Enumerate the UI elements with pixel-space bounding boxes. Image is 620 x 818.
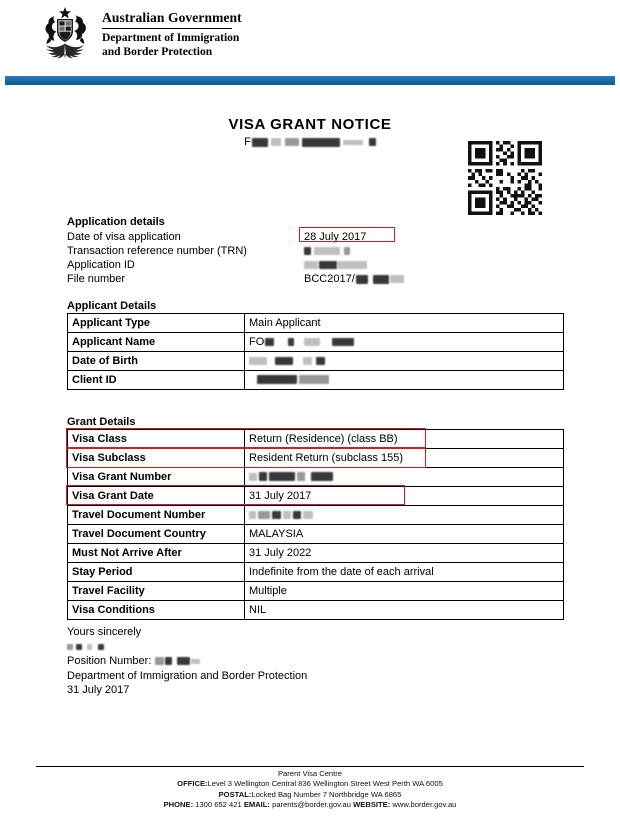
row-value: 31 July 2017 <box>245 487 564 506</box>
redaction-mark <box>98 644 104 650</box>
signoff-block <box>67 625 307 698</box>
table-row <box>68 544 564 563</box>
footer-office-line <box>0 779 620 789</box>
row-label: Visa Subclass <box>68 449 245 468</box>
redaction-mark <box>191 659 200 664</box>
redaction-mark <box>369 138 376 146</box>
australian-coat-of-arms-icon <box>36 6 94 60</box>
footer-email-label: EMAIL: <box>243 800 270 810</box>
brand-bar <box>5 76 615 85</box>
redaction-mark <box>257 375 297 384</box>
footer-phone-value: 1300 652 421 <box>195 800 242 810</box>
redaction-mark <box>283 511 291 519</box>
signoff-position <box>67 654 307 669</box>
redaction-mark <box>390 275 404 283</box>
application-details-heading: Application details <box>67 216 165 228</box>
table-row <box>68 582 564 601</box>
row-value: Indefinite from the date of each arrival <box>245 563 564 582</box>
redaction-mark <box>285 138 299 146</box>
position-number-label: Position Number: <box>67 655 152 667</box>
row-value: 31 July 2022 <box>245 544 564 563</box>
redaction-mark <box>303 511 313 519</box>
row-value: MALAYSIA <box>245 525 564 544</box>
footer-office-value: Level 3 Wellington Central 836 Wellington Street West Perth WA 6005 <box>207 779 443 789</box>
table-row <box>68 333 564 352</box>
redaction-mark <box>258 511 270 519</box>
row-label: Travel Document Country <box>68 525 245 544</box>
redaction-mark <box>344 247 350 255</box>
applicant-name-prefix: FO <box>249 335 265 348</box>
row-value-redacted <box>245 371 564 390</box>
row-value-redacted <box>245 352 564 371</box>
redaction-mark <box>311 472 333 481</box>
row-label: Travel Facility <box>68 582 245 601</box>
row-label: Travel Document Number <box>68 506 245 525</box>
redaction-mark <box>67 644 73 650</box>
government-title: Australian Government <box>102 10 242 25</box>
detail-label: File number <box>67 273 126 285</box>
redaction-mark <box>269 472 295 481</box>
redaction-mark <box>288 338 294 346</box>
redaction-mark <box>373 275 389 284</box>
redaction-mark <box>252 138 268 147</box>
grant-details-heading: Grant Details <box>67 416 136 428</box>
footer-postal-label: POSTAL: <box>218 789 252 799</box>
detail-label: Application ID <box>67 259 135 271</box>
row-value-redacted <box>245 468 564 487</box>
footer-email-value[interactable]: parents@border.gov.au <box>272 800 352 810</box>
redaction-mark <box>249 511 256 519</box>
application-detail-row <box>67 272 487 286</box>
qr-code-icon <box>468 141 542 215</box>
footer-website-value[interactable]: www.border.gov.au <box>392 800 457 810</box>
table-row <box>68 525 564 544</box>
application-detail-row <box>67 244 487 258</box>
footer <box>0 769 620 811</box>
row-label: Visa Conditions <box>68 601 245 620</box>
application-detail-row <box>67 258 487 272</box>
row-value-redacted <box>245 333 564 352</box>
detail-value-redacted <box>304 272 404 286</box>
table-row <box>68 371 564 390</box>
applicant-details-table <box>67 313 564 390</box>
redaction-mark <box>304 247 311 255</box>
row-value: NIL <box>245 601 564 620</box>
redaction-mark <box>302 138 340 147</box>
redaction-mark <box>265 338 274 346</box>
masthead-divider <box>102 28 232 29</box>
table-row <box>68 506 564 525</box>
redaction-mark <box>343 140 363 145</box>
row-label: Applicant Name <box>68 333 245 352</box>
redaction-mark <box>259 472 267 481</box>
redaction-mark <box>316 357 325 365</box>
footer-office-label: OFFICE: <box>177 779 208 789</box>
row-label: Visa Grant Number <box>68 468 245 487</box>
footer-phone-label: PHONE: <box>163 800 194 810</box>
masthead <box>36 6 242 60</box>
applicant-details-heading: Applicant Details <box>67 300 157 312</box>
detail-value: 28 July 2017 <box>304 231 367 243</box>
table-row <box>68 563 564 582</box>
footer-postal-line <box>0 790 620 800</box>
row-value-redacted <box>245 506 564 525</box>
row-label: Visa Class <box>68 430 245 449</box>
footer-centre-name: Parent Visa Centre <box>277 769 343 778</box>
redaction-mark <box>303 357 312 365</box>
redaction-mark <box>155 657 164 665</box>
signoff-date: 31 July 2017 <box>67 684 130 696</box>
redaction-mark <box>299 375 329 384</box>
redaction-mark <box>87 644 92 650</box>
redaction-mark <box>314 247 340 255</box>
row-label: Applicant Type <box>68 314 245 333</box>
redaction-mark <box>165 657 172 665</box>
application-details-list <box>67 230 487 286</box>
page-title: VISA GRANT NOTICE <box>228 116 392 133</box>
row-label: Visa Grant Date <box>68 487 245 506</box>
table-row <box>68 314 564 333</box>
row-value: Return (Residence) (class BB) <box>245 430 564 449</box>
redaction-mark <box>304 338 320 346</box>
signoff-officer-name-redacted <box>67 640 307 655</box>
redaction-mark <box>177 657 190 665</box>
table-row <box>68 601 564 620</box>
row-label: Date of Birth <box>68 352 245 371</box>
signoff-salutation: Yours sincerely <box>67 626 142 638</box>
grant-details-table <box>67 429 564 620</box>
footer-postal-value: Locked Bag Number 7 Northbridge WA 6865 <box>251 789 402 799</box>
redaction-mark <box>275 357 293 365</box>
redaction-mark <box>249 473 257 481</box>
redaction-mark <box>272 511 281 519</box>
department-title-line1: Department of Immigration <box>102 32 240 44</box>
department-title-line2: and Border Protection <box>102 45 213 58</box>
redaction-mark <box>76 644 82 650</box>
row-label: Must Not Arrive After <box>68 544 245 563</box>
table-row <box>68 487 564 506</box>
table-row <box>68 449 564 468</box>
redaction-mark <box>304 261 318 269</box>
redaction-mark <box>356 275 368 284</box>
detail-label: Transaction reference number (TRN) <box>67 245 247 257</box>
detail-value-redacted <box>304 244 350 258</box>
redaction-mark <box>319 261 337 269</box>
table-row <box>68 430 564 449</box>
row-label: Client ID <box>68 371 245 390</box>
row-value: Resident Return (subclass 155) <box>245 449 564 468</box>
redaction-mark <box>249 357 267 365</box>
table-row <box>68 468 564 487</box>
detail-label: Date of visa application <box>67 231 181 243</box>
table-row <box>68 352 564 371</box>
signoff-department: Department of Immigration and Border Protection <box>67 669 308 682</box>
redaction-mark <box>332 338 354 346</box>
file-number-prefix: BCC2017/ <box>304 273 355 285</box>
footer-divider <box>36 766 584 767</box>
row-value: Main Applicant <box>245 314 564 333</box>
detail-value-redacted <box>304 258 367 272</box>
row-value: Multiple <box>245 582 564 601</box>
redaction-mark <box>271 138 281 146</box>
redaction-mark <box>337 261 367 269</box>
footer-website-label: WEBSITE: <box>353 800 391 810</box>
application-detail-row <box>67 230 487 244</box>
row-label: Stay Period <box>68 563 245 582</box>
footer-contact-line <box>0 800 620 810</box>
redaction-mark <box>297 472 305 481</box>
redaction-mark <box>293 511 301 519</box>
recipient-prefix: F <box>244 136 251 149</box>
